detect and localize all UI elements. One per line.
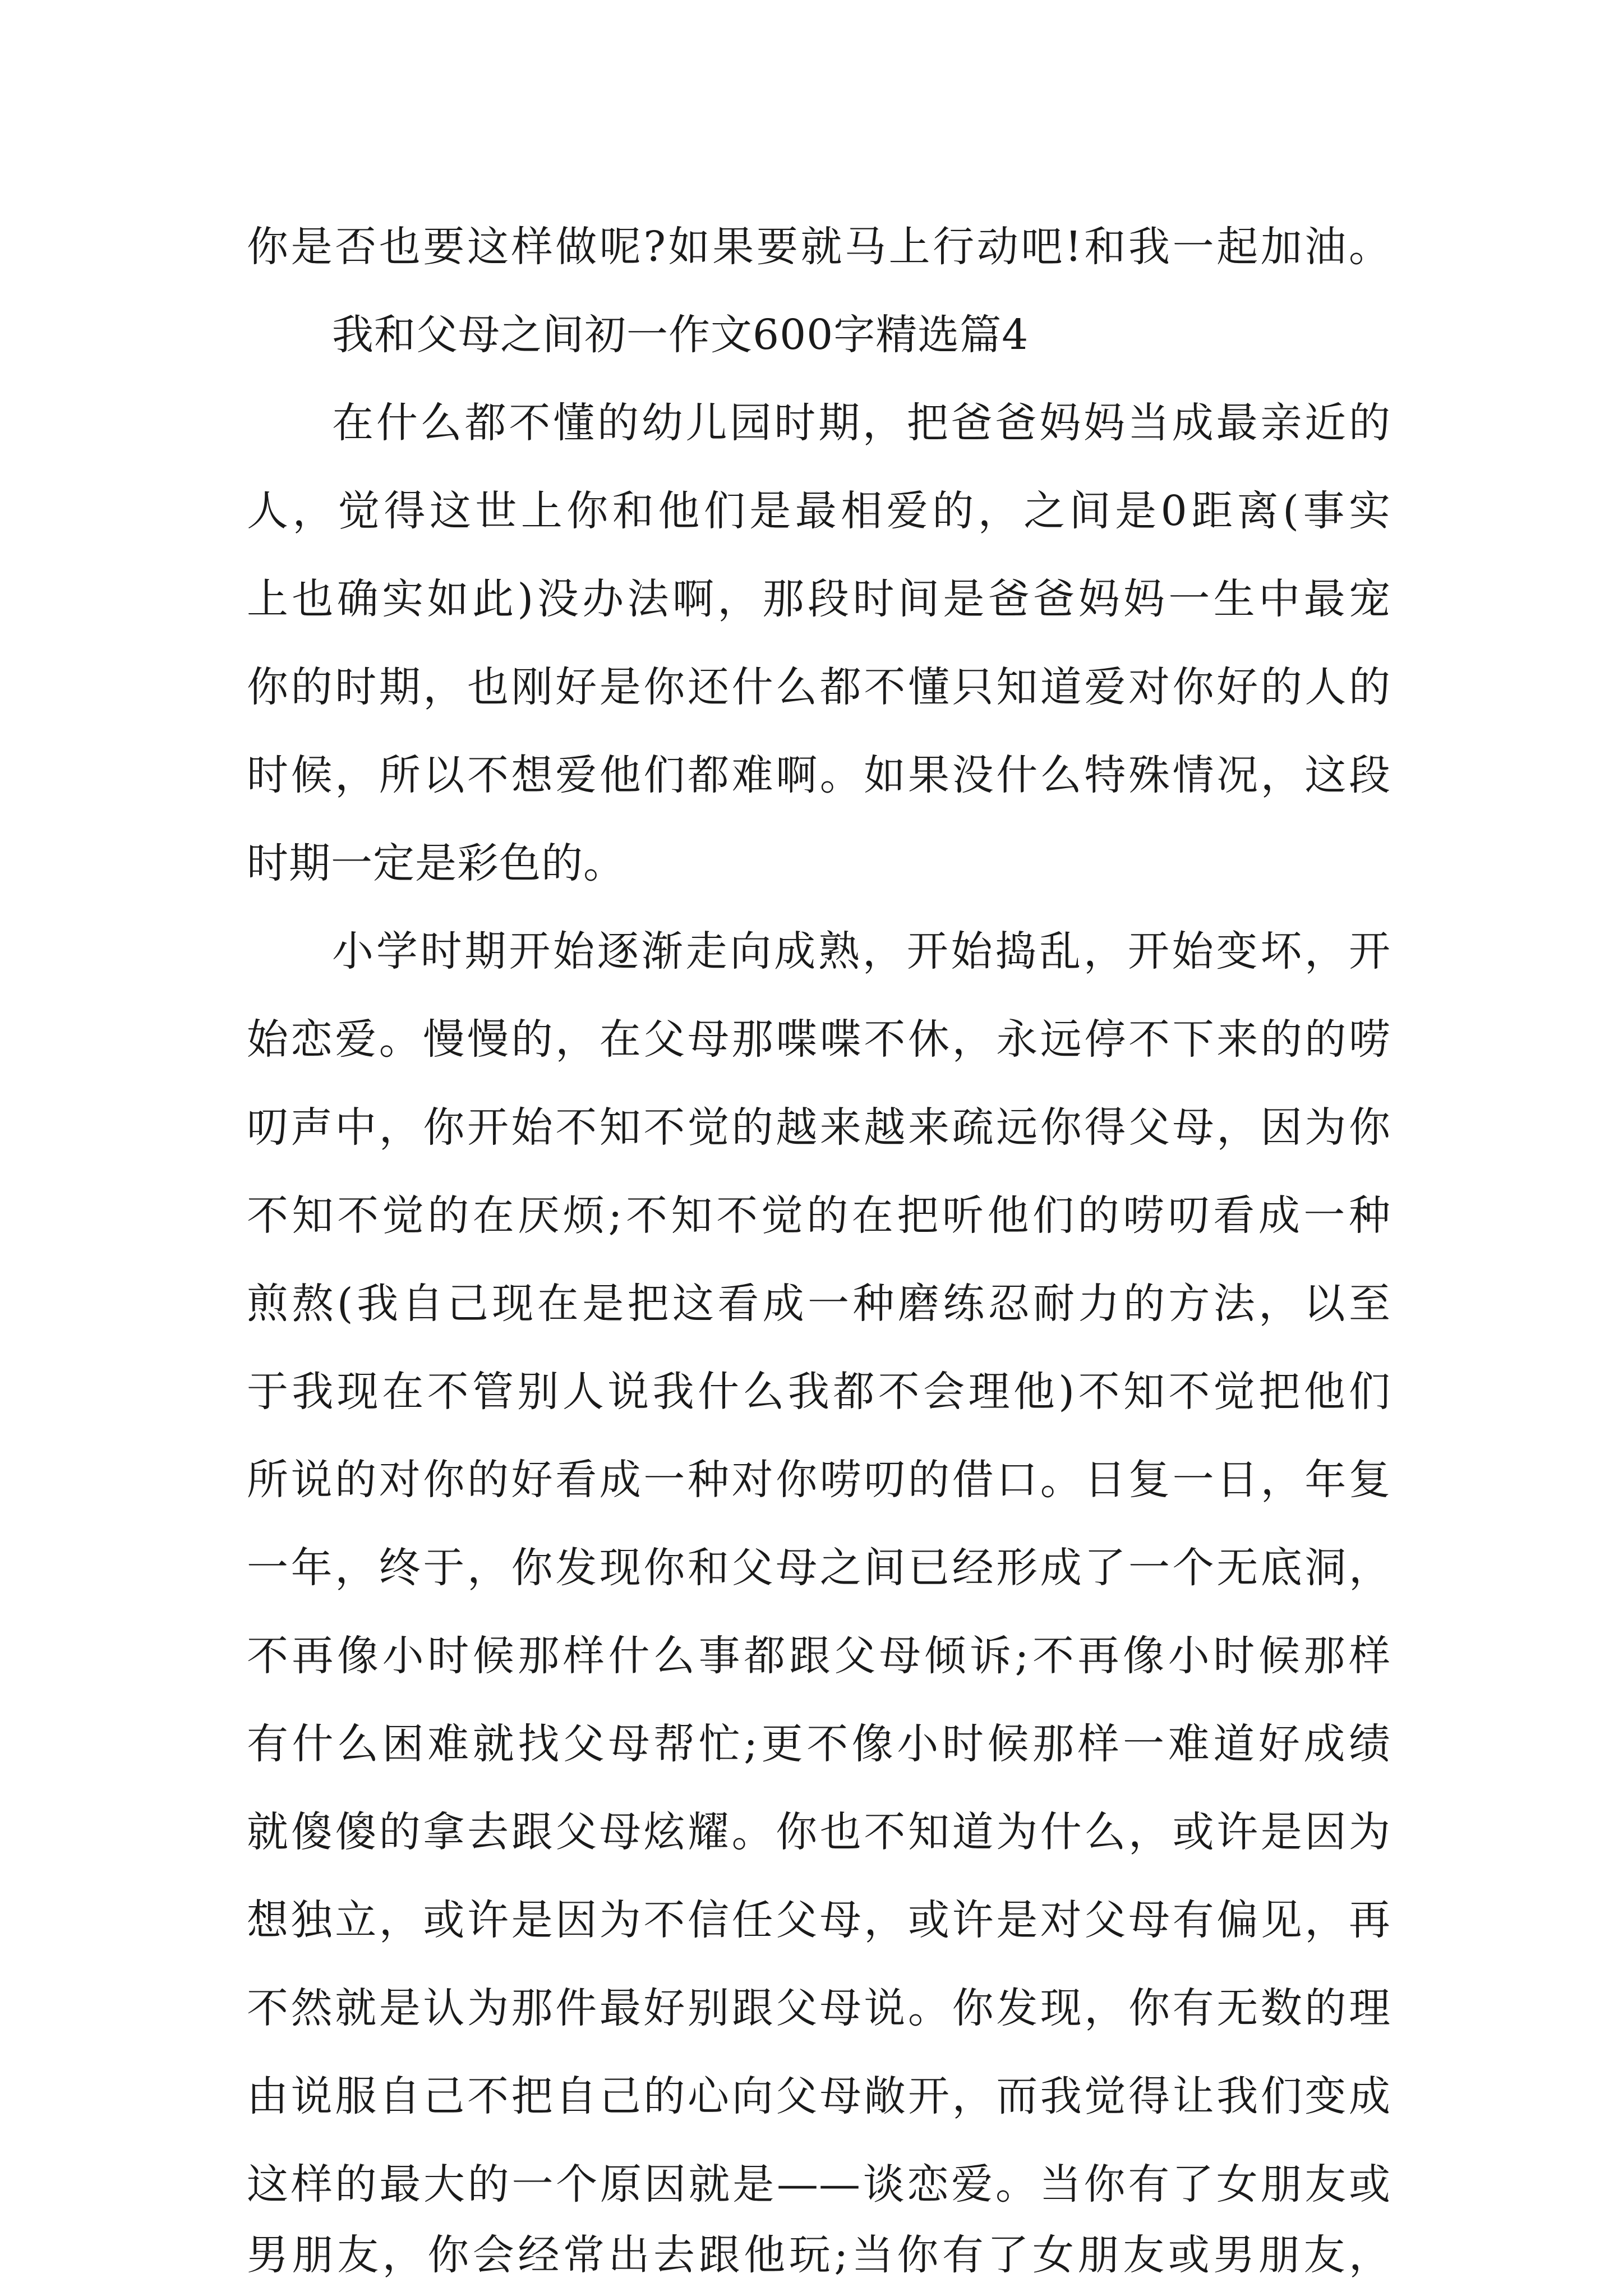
text-line: 人，觉得这世上你和他们是最相爱的，之间是0距离(事实 <box>247 487 1391 535</box>
text-line: 所说的对你的好看成一种对你唠叨的借口。日复一日，年复 <box>247 1456 1391 1504</box>
text-line: 在什么都不懂的幼儿园时期，把爸爸妈妈当成最亲近的 <box>332 399 1391 447</box>
text-line: 叨声中，你开始不知不觉的越来越来疏远你得父母，因为你 <box>247 1103 1391 1152</box>
text-line: 时候，所以不想爱他们都难啊。如果没什么特殊情况，这段 <box>247 751 1391 799</box>
text-line: 你是否也要这样做呢?如果要就马上行动吧!和我一起加油。 <box>247 223 1391 271</box>
text-line: 小学时期开始逐渐走向成熟，开始捣乱，开始变坏，开 <box>332 927 1391 976</box>
section-heading: 我和父母之间初一作文600字精选篇4 <box>332 311 1029 359</box>
text-line: 你的时期，也刚好是你还什么都不懂只知道爱对你好的人的 <box>247 663 1391 711</box>
text-line: 不再像小时候那样什么事都跟父母倾诉;不再像小时候那样 <box>247 1632 1391 1680</box>
text-line: 这样的最大的一个原因就是——谈恋爱。当你有了女朋友或 <box>247 2160 1391 2208</box>
text-line: 由说服自己不把自己的心向父母敞开，而我觉得让我们变成 <box>247 2072 1391 2120</box>
text-line: 不然就是认为那件最好别跟父母说。你发现，你有无数的理 <box>247 1984 1391 2032</box>
text-line: 想独立，或许是因为不信任父母，或许是对父母有偏见，再 <box>247 1896 1391 1944</box>
text-line: 始恋爱。慢慢的，在父母那喋喋不休，永远停不下来的的唠 <box>247 1015 1391 1064</box>
text-line: 有什么困难就找父母帮忙;更不像小时候那样一难道好成绩 <box>247 1720 1391 1768</box>
text-line: 煎熬(我自己现在是把这看成一种磨练忍耐力的方法，以至 <box>247 1280 1391 1328</box>
text-line: 就傻傻的拿去跟父母炫耀。你也不知道为什么，或许是因为 <box>247 1808 1391 1856</box>
text-line: 上也确实如此)没办法啊，那段时间是爸爸妈妈一生中最宠 <box>247 575 1391 623</box>
text-line: 于我现在不管别人说我什么我都不会理他)不知不觉把他们 <box>247 1368 1391 1416</box>
text-line: 男朋友，你会经常出去跟他玩;当你有了女朋友或男朋友， <box>247 2231 1391 2279</box>
text-line: 时期一定是彩色的。 <box>247 839 625 887</box>
text-line: 一年，终于，你发现你和父母之间已经形成了一个无底洞， <box>247 1544 1391 1592</box>
text-line: 不知不觉的在厌烦;不知不觉的在把听他们的唠叨看成一种 <box>247 1191 1391 1240</box>
